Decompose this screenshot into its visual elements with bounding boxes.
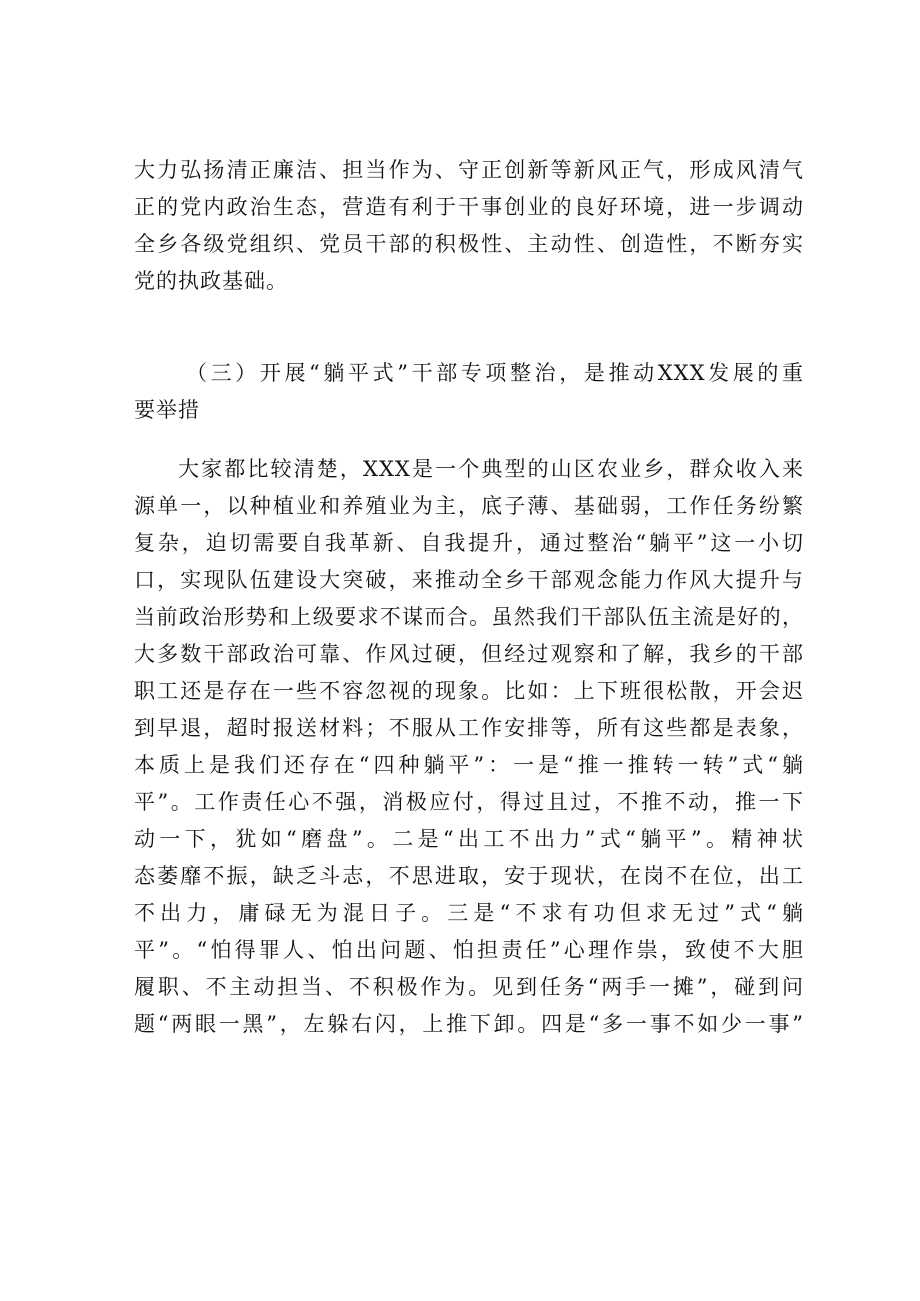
text-line: 不出力，庸碌无为混日子。三是“不求有功但求无过”式“躺 <box>134 901 804 925</box>
text-line: 党的执政基础。 <box>134 269 288 293</box>
text-line: 全乡各级党组织、党员干部的积极性、主动性、创造性，不断夯实 <box>134 232 804 256</box>
text-line: 大家都比较清楚，XXX是一个典型的山区农业乡，群众收入来 <box>178 457 804 481</box>
text-line: 本质上是我们还存在“四种躺平”：一是“推一推转一转”式“躺 <box>134 753 804 777</box>
text-line: 平”。工作责任心不强，消极应付，得过且过，不推不动，推一下 <box>134 790 804 814</box>
text-line: 复杂，迫切需要自我革新、自我提升，通过整治“躺平”这一小切 <box>134 531 804 555</box>
paragraph-continuation <box>134 152 804 300</box>
text-line: 源单一，以种植业和养殖业为主，底子薄、基础弱，工作任务纷繁 <box>134 494 804 518</box>
text-line: 动一下，犹如“磨盘”。二是“出工不出力”式“躺平”。精神状 <box>134 827 804 851</box>
text-line: 职工还是存在一些不容忽视的现象。比如：上下班很松散，开会迟 <box>134 679 804 703</box>
section-heading <box>134 355 804 429</box>
heading-line: （三）开展“躺平式”干部专项整治，是推动XXX发展的重 <box>186 361 804 385</box>
text-line: 正的党内政治生态，营造有利于干事创业的良好环境，进一步调动 <box>134 195 804 219</box>
body-paragraph <box>134 451 804 1043</box>
text-line: 态萎靡不振，缺乏斗志，不思进取，安于现状，在岗不在位，出工 <box>134 864 804 888</box>
heading-line: 要举措 <box>134 398 200 422</box>
text-line: 到早退，超时报送材料；不服从工作安排等，所有这些都是表象， <box>134 716 804 740</box>
text-line: 大力弘扬清正廉洁、担当作为、守正创新等新风正气，形成风清气 <box>134 158 804 182</box>
text-line: 履职、不主动担当、不积极作为。见到任务“两手一摊”，碰到问 <box>134 975 804 999</box>
text-line: 题“两眼一黑”，左躲右闪，上推下卸。四是“多一事不如少一事” <box>134 1012 804 1036</box>
text-line: 当前政治形势和上级要求不谋而合。虽然我们干部队伍主流是好的， <box>134 605 804 629</box>
text-line: 平”。“怕得罪人、怕出问题、怕担责任”心理作祟，致使不大胆 <box>134 938 804 962</box>
text-line: 大多数干部政治可靠、作风过硬，但经过观察和了解，我乡的干部 <box>134 642 804 666</box>
text-line: 口，实现队伍建设大突破，来推动全乡干部观念能力作风大提升与 <box>134 568 804 592</box>
